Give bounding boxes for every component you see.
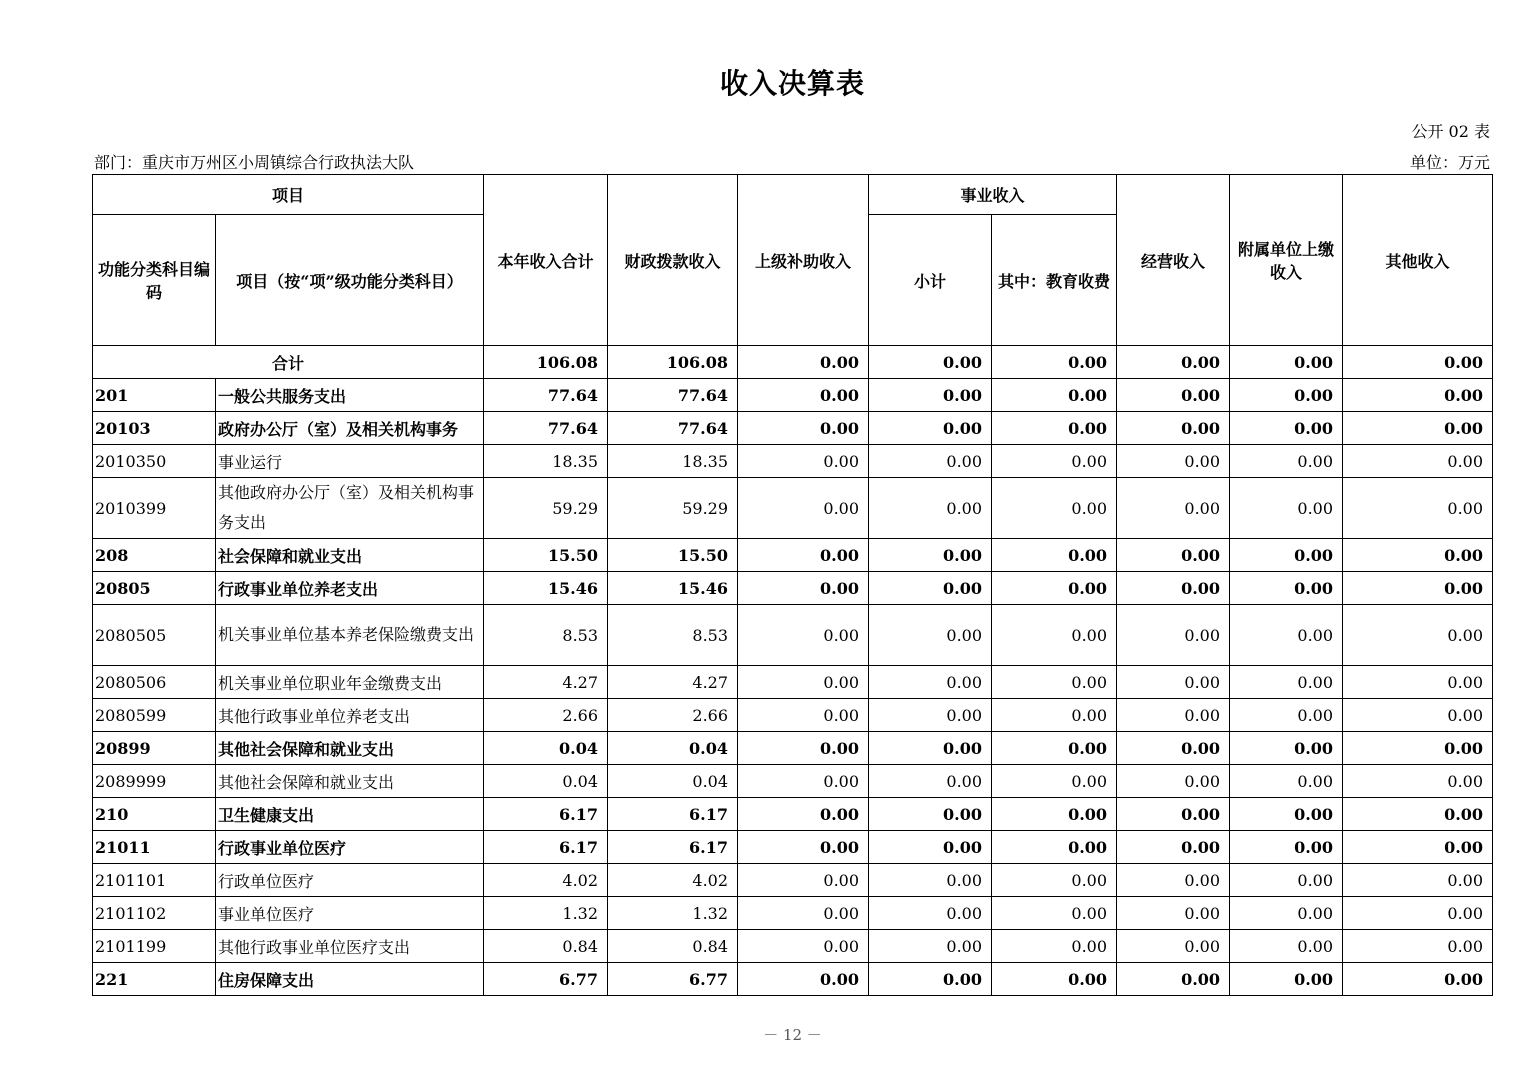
row-name: 其他社会保障和就业支出 [216, 765, 484, 798]
row-value: 0.00 [1343, 539, 1493, 572]
row-value: 77.64 [608, 412, 738, 445]
row-value: 0.00 [869, 478, 992, 539]
row-name: 机关事业单位职业年金缴费支出 [216, 666, 484, 699]
row-value: 0.00 [1343, 798, 1493, 831]
row-name: 卫生健康支出 [216, 798, 484, 831]
row-value: 0.00 [869, 379, 992, 412]
total-value: 0.00 [1117, 346, 1230, 379]
row-value: 0.00 [869, 897, 992, 930]
header-business: 事业收入 [869, 175, 1117, 215]
row-value: 1.32 [608, 897, 738, 930]
header-operating: 经营收入 [1117, 175, 1230, 346]
page-number: － 12 － [763, 1026, 822, 1044]
row-name: 一般公共服务支出 [216, 379, 484, 412]
row-value: 0.00 [869, 831, 992, 864]
row-value: 0.00 [992, 445, 1117, 478]
row-name: 其他政府办公厅（室）及相关机构事务支出 [216, 478, 484, 539]
row-value: 0.00 [992, 412, 1117, 445]
row-value: 0.00 [1230, 930, 1343, 963]
row-value: 2.66 [484, 699, 608, 732]
row-value: 0.00 [869, 605, 992, 666]
row-code: 20899 [93, 732, 216, 765]
row-value: 0.00 [1230, 897, 1343, 930]
row-value: 0.00 [1343, 445, 1493, 478]
row-value: 0.00 [992, 699, 1117, 732]
row-value: 0.00 [869, 572, 992, 605]
row-value: 6.17 [608, 831, 738, 864]
row-value: 0.00 [1343, 699, 1493, 732]
total-value: 0.00 [869, 346, 992, 379]
row-code: 2080506 [93, 666, 216, 699]
row-value: 0.00 [1230, 798, 1343, 831]
table-row [93, 478, 1493, 539]
row-value: 0.00 [1343, 963, 1493, 996]
row-value: 0.00 [1343, 666, 1493, 699]
row-value: 0.00 [1343, 930, 1493, 963]
row-code: 2010350 [93, 445, 216, 478]
row-value: 0.04 [484, 765, 608, 798]
row-code: 210 [93, 798, 216, 831]
row-value: 0.00 [869, 666, 992, 699]
row-value: 0.00 [1117, 963, 1230, 996]
table-body [93, 346, 1493, 996]
total-label: 合计 [93, 346, 484, 379]
table-row [93, 963, 1493, 996]
row-value: 15.46 [484, 572, 608, 605]
row-value: 8.53 [608, 605, 738, 666]
row-value: 0.00 [1343, 412, 1493, 445]
row-value: 0.00 [992, 930, 1117, 963]
row-code: 2089999 [93, 765, 216, 798]
row-name: 行政单位医疗 [216, 864, 484, 897]
row-value: 0.00 [738, 963, 869, 996]
row-value: 0.00 [1117, 572, 1230, 605]
table-row [93, 539, 1493, 572]
row-value: 0.00 [869, 765, 992, 798]
row-value: 0.00 [1230, 963, 1343, 996]
row-value: 0.00 [738, 379, 869, 412]
row-value: 0.00 [1117, 605, 1230, 666]
row-value: 0.00 [992, 572, 1117, 605]
row-value: 0.00 [1117, 864, 1230, 897]
row-value: 0.00 [1117, 666, 1230, 699]
row-value: 0.00 [738, 572, 869, 605]
row-value: 0.00 [1117, 732, 1230, 765]
header-other: 其他收入 [1343, 175, 1493, 346]
row-value: 0.00 [1343, 379, 1493, 412]
row-name: 事业运行 [216, 445, 484, 478]
table-header [93, 175, 1493, 346]
row-value: 0.04 [484, 732, 608, 765]
row-code: 208 [93, 539, 216, 572]
header-code: 功能分类科目编码 [93, 215, 216, 346]
table-row [93, 930, 1493, 963]
row-value: 6.17 [484, 831, 608, 864]
table-row [93, 798, 1493, 831]
row-value: 0.00 [1230, 732, 1343, 765]
row-value: 0.00 [1117, 539, 1230, 572]
header-name: 项目（按“项”级功能分类科目） [216, 215, 484, 346]
row-value: 0.00 [992, 732, 1117, 765]
row-value: 0.00 [1343, 478, 1493, 539]
row-value: 0.00 [738, 699, 869, 732]
table-row [93, 765, 1493, 798]
row-value: 0.00 [1230, 765, 1343, 798]
row-value: 0.00 [992, 798, 1117, 831]
row-value: 0.00 [869, 732, 992, 765]
row-code: 2101102 [93, 897, 216, 930]
header-total: 本年收入合计 [484, 175, 608, 346]
total-value: 0.00 [1343, 346, 1493, 379]
row-value: 6.77 [484, 963, 608, 996]
row-value: 0.00 [1343, 765, 1493, 798]
row-value: 6.77 [608, 963, 738, 996]
total-value: 0.00 [992, 346, 1117, 379]
total-value: 0.00 [738, 346, 869, 379]
row-value: 0.00 [1117, 897, 1230, 930]
row-code: 2080505 [93, 605, 216, 666]
row-name: 其他社会保障和就业支出 [216, 732, 484, 765]
row-code: 201 [93, 379, 216, 412]
row-value: 18.35 [608, 445, 738, 478]
row-value: 0.00 [869, 539, 992, 572]
row-value: 0.00 [1230, 666, 1343, 699]
row-value: 1.32 [484, 897, 608, 930]
total-value: 106.08 [484, 346, 608, 379]
row-value: 0.00 [738, 864, 869, 897]
row-value: 77.64 [608, 379, 738, 412]
row-value: 0.00 [1230, 699, 1343, 732]
row-value: 0.00 [1230, 412, 1343, 445]
header-subtotal: 小计 [869, 215, 992, 346]
row-value: 0.00 [1343, 572, 1493, 605]
row-value: 59.29 [608, 478, 738, 539]
row-value: 0.00 [738, 897, 869, 930]
row-value: 0.00 [992, 666, 1117, 699]
row-code: 221 [93, 963, 216, 996]
row-value: 0.00 [738, 798, 869, 831]
row-value: 0.04 [608, 732, 738, 765]
row-code: 2101101 [93, 864, 216, 897]
table-row [93, 666, 1493, 699]
row-name: 行政事业单位医疗 [216, 831, 484, 864]
row-value: 0.00 [738, 930, 869, 963]
row-value: 15.50 [608, 539, 738, 572]
row-value: 0.00 [1343, 831, 1493, 864]
row-value: 0.00 [738, 732, 869, 765]
row-value: 0.00 [869, 445, 992, 478]
header-affiliated: 附属单位上缴收入 [1230, 175, 1343, 346]
header-superior: 上级补助收入 [738, 175, 869, 346]
row-value: 0.84 [484, 930, 608, 963]
row-value: 0.00 [992, 379, 1117, 412]
row-value: 0.00 [1230, 572, 1343, 605]
row-value: 0.00 [738, 831, 869, 864]
row-value: 18.35 [484, 445, 608, 478]
row-name: 行政事业单位养老支出 [216, 572, 484, 605]
row-value: 0.00 [869, 798, 992, 831]
row-code: 20103 [93, 412, 216, 445]
header-education: 其中：教育收费 [992, 215, 1117, 346]
row-value: 0.00 [992, 765, 1117, 798]
row-value: 0.00 [738, 605, 869, 666]
row-value: 6.17 [608, 798, 738, 831]
row-value: 0.00 [992, 864, 1117, 897]
row-value: 0.00 [1117, 831, 1230, 864]
unit-label: 单位：万元 [1409, 153, 1490, 172]
row-value: 0.00 [1117, 765, 1230, 798]
row-value: 0.00 [738, 539, 869, 572]
row-value: 0.00 [1343, 732, 1493, 765]
row-name: 机关事业单位基本养老保险缴费支出 [216, 605, 484, 666]
row-value: 4.27 [608, 666, 738, 699]
row-code: 2080599 [93, 699, 216, 732]
table-row [93, 572, 1493, 605]
row-value: 0.00 [1230, 478, 1343, 539]
row-value: 0.00 [738, 765, 869, 798]
row-name: 住房保障支出 [216, 963, 484, 996]
row-value: 15.50 [484, 539, 608, 572]
row-value: 0.00 [1117, 798, 1230, 831]
form-number: 公开 02 表 [1411, 122, 1490, 141]
table-row [93, 699, 1493, 732]
table-row [93, 897, 1493, 930]
row-value: 0.00 [992, 831, 1117, 864]
table-row [93, 605, 1493, 666]
department-label: 部门：重庆市万州区小周镇综合行政执法大队 [94, 153, 415, 172]
row-value: 0.84 [608, 930, 738, 963]
row-name: 政府办公厅（室）及相关机构事务 [216, 412, 484, 445]
row-value: 15.46 [608, 572, 738, 605]
row-value: 0.00 [992, 478, 1117, 539]
row-value: 0.00 [992, 605, 1117, 666]
row-name: 其他行政事业单位养老支出 [216, 699, 484, 732]
row-value: 0.00 [992, 539, 1117, 572]
row-value: 0.00 [992, 897, 1117, 930]
row-value: 59.29 [484, 478, 608, 539]
row-value: 8.53 [484, 605, 608, 666]
total-value: 106.08 [608, 346, 738, 379]
row-value: 6.17 [484, 798, 608, 831]
row-code: 2010399 [93, 478, 216, 539]
row-code: 20805 [93, 572, 216, 605]
row-name: 其他行政事业单位医疗支出 [216, 930, 484, 963]
row-name: 社会保障和就业支出 [216, 539, 484, 572]
header-fiscal: 财政拨款收入 [608, 175, 738, 346]
row-name: 事业单位医疗 [216, 897, 484, 930]
row-value: 0.00 [869, 864, 992, 897]
table-row [93, 732, 1493, 765]
table-row [93, 412, 1493, 445]
row-value: 0.00 [1230, 539, 1343, 572]
row-value: 0.00 [738, 412, 869, 445]
table-row [93, 379, 1493, 412]
row-value: 0.00 [869, 412, 992, 445]
row-value: 0.00 [1230, 831, 1343, 864]
row-value: 0.00 [869, 963, 992, 996]
row-code: 2101199 [93, 930, 216, 963]
row-value: 77.64 [484, 379, 608, 412]
row-value: 0.00 [992, 963, 1117, 996]
row-value: 0.04 [608, 765, 738, 798]
row-value: 4.27 [484, 666, 608, 699]
row-value: 4.02 [484, 864, 608, 897]
row-value: 0.00 [1117, 379, 1230, 412]
row-value: 0.00 [1117, 445, 1230, 478]
total-row [93, 346, 1493, 379]
row-value: 0.00 [1343, 605, 1493, 666]
row-value: 0.00 [1230, 605, 1343, 666]
row-code: 21011 [93, 831, 216, 864]
row-value: 0.00 [1343, 897, 1493, 930]
income-table [92, 174, 1493, 996]
row-value: 0.00 [1117, 478, 1230, 539]
row-value: 0.00 [1230, 379, 1343, 412]
row-value: 0.00 [1117, 412, 1230, 445]
row-value: 0.00 [738, 445, 869, 478]
row-value: 0.00 [1117, 930, 1230, 963]
row-value: 0.00 [869, 930, 992, 963]
row-value: 0.00 [869, 699, 992, 732]
row-value: 77.64 [484, 412, 608, 445]
row-value: 0.00 [1343, 864, 1493, 897]
total-value: 0.00 [1230, 346, 1343, 379]
table-row [93, 445, 1493, 478]
row-value: 0.00 [738, 478, 869, 539]
page-title: 收入决算表 [719, 67, 865, 100]
row-value: 0.00 [1117, 699, 1230, 732]
table-row [93, 864, 1493, 897]
row-value: 4.02 [608, 864, 738, 897]
row-value: 2.66 [608, 699, 738, 732]
row-value: 0.00 [738, 666, 869, 699]
row-value: 0.00 [1230, 445, 1343, 478]
table-row [93, 831, 1493, 864]
row-value: 0.00 [1230, 864, 1343, 897]
header-item: 项目 [93, 175, 484, 215]
